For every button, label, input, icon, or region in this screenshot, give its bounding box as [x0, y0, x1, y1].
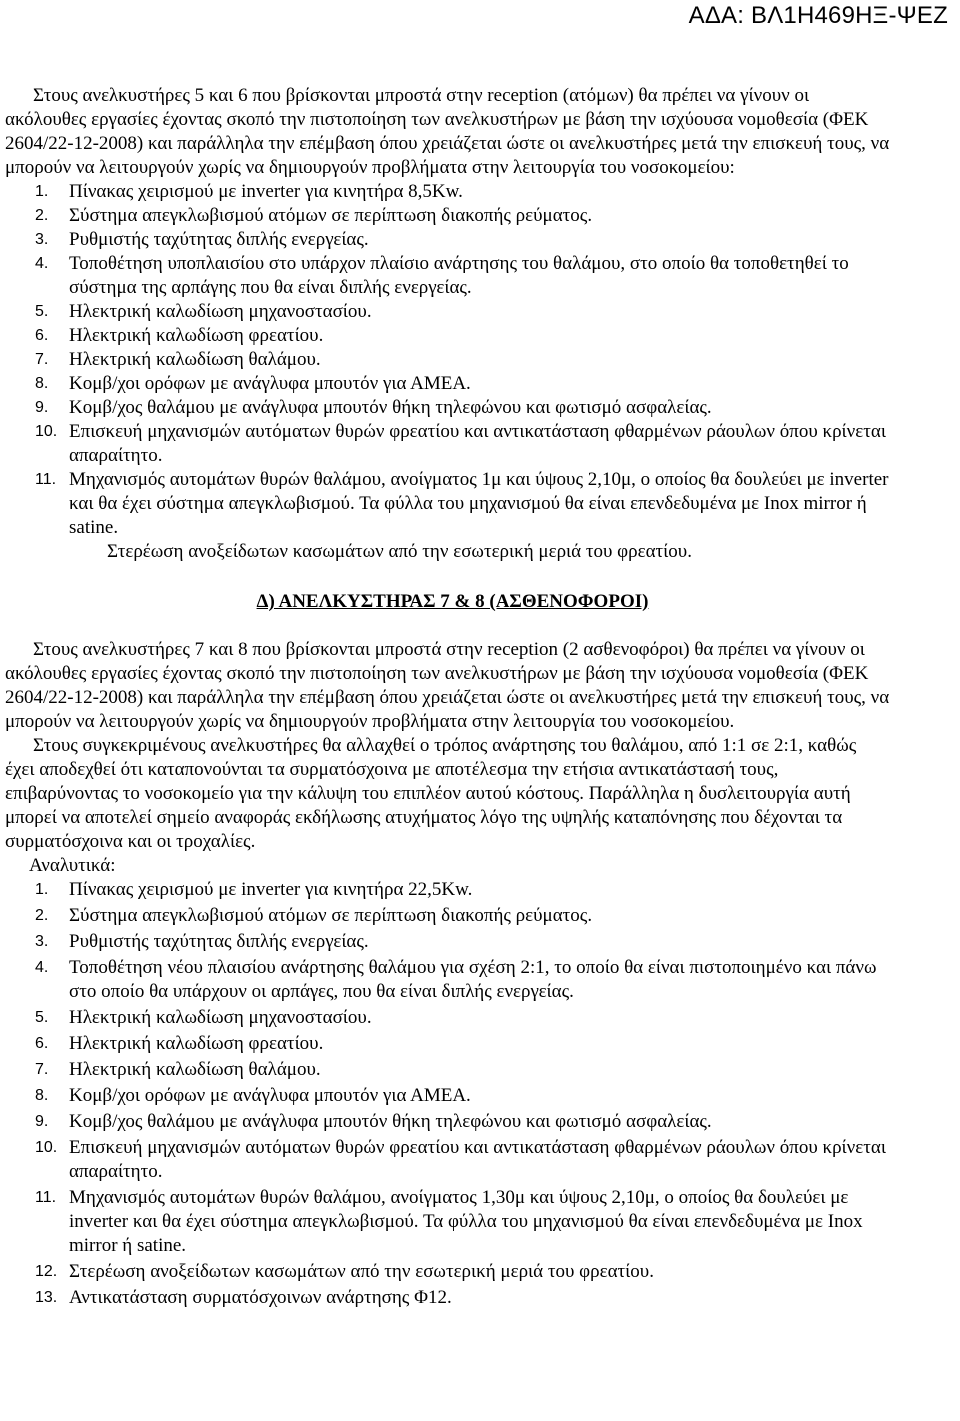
list-item-text: Ηλεκτρική καλωδίωση φρεατίου. [69, 325, 324, 346]
section-d-list [5, 878, 890, 1310]
list-item-text: Ηλεκτρική καλωδίωση φρεατίου. [69, 1033, 324, 1054]
list-item-number: 3. [35, 933, 49, 950]
list-item [5, 204, 890, 228]
list-item [5, 1084, 890, 1108]
list-item-number: 8. [35, 375, 49, 392]
list-item-number: 4. [35, 959, 49, 976]
list-item-text: Ηλεκτρική καλωδίωση μηχανοστασίου. [69, 301, 372, 322]
list-item [5, 348, 890, 372]
list-item [5, 372, 890, 396]
list-item-text: Αντικατάσταση συρματόσχοινων ανάρτησης Φ12. [69, 1287, 452, 1308]
list-item [5, 1136, 890, 1184]
list-item-number: 1. [35, 183, 49, 200]
list-item-text: Μηχανισμός αυτομάτων θυρών θαλάμου, ανοίγματος 1μ και ύψους 2,10μ, ο οποίος θα δουλεύει με inverter και θα έχει σύστημα απεγκλωβισμού. Τα φύλλα του μηχανισμού θα είναι επενδεδυμένα με Inox mirror ή satine. [69, 469, 889, 538]
list-item-text: Τοποθέτηση υποπλαισίου στο υπάρχον πλαίσιο ανάρτησης του θαλάμου, στο οποίο θα τοποθετηθεί το σύστημα της αρπάγης που θα είναι διπλής ενεργείας. [69, 253, 849, 298]
list-item-number: 11. [35, 1189, 57, 1206]
document-body [5, 84, 890, 1312]
list-item-text: Κομβ/χος θαλάμου με ανάγλυφα μπουτόν θήκη τηλεφώνου και φωτισμό ασφαλείας. [69, 397, 712, 418]
list-item-number: 12. [35, 1263, 58, 1280]
list-item-text: Στερέωση ανοξείδωτων κασωμάτων από την εσωτερική μεριά του φρεατίου. [69, 1261, 654, 1282]
list-item [5, 1032, 890, 1056]
list-item-number: 2. [35, 207, 49, 224]
list-item [5, 1006, 890, 1030]
list-item-number: 5. [35, 1009, 49, 1026]
list-item-text: Ηλεκτρική καλωδίωση θαλάμου. [69, 1059, 321, 1080]
list-item-number: 2. [35, 907, 49, 924]
list-item-text: Κομβ/χοι ορόφων με ανάγλυφα μπουτόν για ΑΜΕΑ. [69, 373, 471, 394]
section-c-trailing-line: Στερέωση ανοξείδωτων κασωμάτων από την εσωτερική μεριά του φρεατίου. [107, 541, 692, 562]
list-item-number: 9. [35, 1113, 49, 1130]
details-label: Αναλυτικά: [29, 855, 116, 876]
ada-code: ΑΔΑ: ΒΛ1Η469ΗΞ-ΨΕΖ [688, 2, 948, 29]
section-d-title: Δ) ΑΝΕΛΚΥΣΤΗΡΑΣ 7 & 8 (ΑΣΘΕΝΟΦΟΡΟΙ) [256, 591, 649, 612]
list-item-text: Μηχανισμός αυτομάτων θυρών θαλάμου, ανοίγματος 1,30μ και ύψους 2,10μ, ο οποίος θα δουλεύει με inverter και θα έχει σύστημα απεγκλωβισμού. Τα φύλλα του μηχανισμού θα είναι επενδεδυμένα με Inox mirror ή satine. [69, 1187, 863, 1256]
list-item [5, 252, 890, 300]
list-item-number: 9. [35, 399, 49, 416]
list-item-text: Σύστημα απεγκλωβισμού ατόμων σε περίπτωση διακοπής ρεύματος. [69, 905, 593, 926]
list-item-text: Ρυθμιστής ταχύτητας διπλής ενεργείας. [69, 931, 369, 952]
list-item [5, 300, 890, 324]
list-item [5, 1110, 890, 1134]
list-item-number: 1. [35, 881, 49, 898]
list-item [5, 1260, 890, 1284]
list-item [5, 1286, 890, 1310]
list-item-text: Κομβ/χοι ορόφων με ανάγλυφα μπουτόν για ΑΜΕΑ. [69, 1085, 471, 1106]
list-item-number: 6. [35, 327, 49, 344]
section-d-paragraph: Στους συγκεκριμένους ανελκυστήρες θα αλλαχθεί ο τρόπος ανάρτησης του θαλάμου, από 1:1 σε 2:1, καθώς έχει αποδεχθεί ότι καταπονούνται τα συρματόσχοινα με αποτέλεσμα την ετήσια αντικατάστασή τους, επιβαρύνοντας το νοσοκομείο για την κάλυψη του επιπλέον αυτού κόστους. Παράλληλα η δυσλειτουργία αυτή μπορεί να αποτελεί σημείο αναφοράς εκδήλωσης ατυχήματος λόγο της υψηλής καταπόνησης που δέχονται τα συρματόσχοινα και οι τροχαλίες. [5, 735, 857, 852]
list-item-number: 4. [35, 255, 49, 272]
list-item-number: 6. [35, 1035, 49, 1052]
section-d-intro: Στους ανελκυστήρες 7 και 8 που βρίσκονται μπροστά στην reception (2 ασθενοφόροι) θα πρέπει να γίνουν οι ακόλουθες εργασίες έχοντας σκοπό την πιστοποίηση των ανελκυστήρων με βάση την ισχύουσα νομοθεσία (ΦΕΚ 2604/22-12-2008) και παράλληλα την επέμβαση όπου χρειάζεται ώστε οι ανελκυστήρες μετά την επισκευή τους, να μπορούν να λειτουργούν χωρίς να δημιουργούν προβλήματα στην λειτουργία του νοσοκομείου. [5, 639, 890, 732]
list-item-text: Πίνακας χειρισμού με inverter για κινητήρα 8,5Kw. [69, 181, 463, 202]
list-item-text: Επισκευή μηχανισμών αυτόματων θυρών φρεατίου και αντικατάσταση φθαρμένων ράουλων όπου κρίνεται απαραίτητο. [69, 1137, 886, 1182]
list-item [5, 396, 890, 420]
list-item-number: 10. [35, 1139, 58, 1156]
list-item-text: Πίνακας χειρισμού με inverter για κινητήρα 22,5Kw. [69, 879, 473, 900]
list-item-text: Ρυθμιστής ταχύτητας διπλής ενεργείας. [69, 229, 369, 250]
list-item-number: 5. [35, 303, 49, 320]
list-item-number: 13. [35, 1289, 58, 1306]
list-item [5, 956, 890, 1004]
list-item-text: Τοποθέτηση νέου πλαισίου ανάρτησης θαλάμου για σχέση 2:1, το οποίο θα είναι πιστοποιημένο και πάνω στο οποίο θα υπάρχουν οι αρπάγες, που θα είναι διπλής ενεργείας. [69, 957, 877, 1002]
section-c-intro: Στους ανελκυστήρες 5 και 6 που βρίσκονται μπροστά στην reception (ατόμων) θα πρέπει να γίνουν οι ακόλουθες εργασίες έχοντας σκοπό την πιστοποίηση των ανελκυστήρων με βάση την ισχύουσα νομοθεσία (ΦΕΚ 2604/22-12-2008) και παράλληλα την επέμβαση όπου χρειάζεται ώστε οι ανελκυστήρες μετά την επισκευή τους, να μπορούν να λειτουργούν χωρίς να δημιουργούν προβλήματα στην λειτουργία του νοσοκομείου: [5, 85, 890, 178]
list-item [5, 1186, 890, 1258]
list-item-number: 8. [35, 1087, 49, 1104]
list-item [5, 468, 890, 540]
section-c-list [5, 180, 890, 540]
list-item-number: 7. [35, 1061, 49, 1078]
list-item [5, 1058, 890, 1082]
list-item [5, 904, 890, 928]
list-item [5, 180, 890, 204]
list-item-text: Ηλεκτρική καλωδίωση θαλάμου. [69, 349, 321, 370]
list-item-text: Επισκευή μηχανισμών αυτόματων θυρών φρεατίου και αντικατάσταση φθαρμένων ράουλων όπου κρίνεται απαραίτητο. [69, 421, 886, 466]
list-item-number: 10. [35, 423, 58, 440]
list-item-number: 3. [35, 231, 49, 248]
list-item-number: 11. [35, 471, 57, 488]
list-item-number: 7. [35, 351, 49, 368]
list-item-text: Κομβ/χος θαλάμου με ανάγλυφα μπουτόν θήκη τηλεφώνου και φωτισμό ασφαλείας. [69, 1111, 712, 1132]
list-item [5, 324, 890, 348]
list-item [5, 420, 890, 468]
list-item-text: Ηλεκτρική καλωδίωση μηχανοστασίου. [69, 1007, 372, 1028]
list-item [5, 930, 890, 954]
list-item-text: Σύστημα απεγκλωβισμού ατόμων σε περίπτωση διακοπής ρεύματος. [69, 205, 593, 226]
list-item [5, 878, 890, 902]
list-item [5, 228, 890, 252]
